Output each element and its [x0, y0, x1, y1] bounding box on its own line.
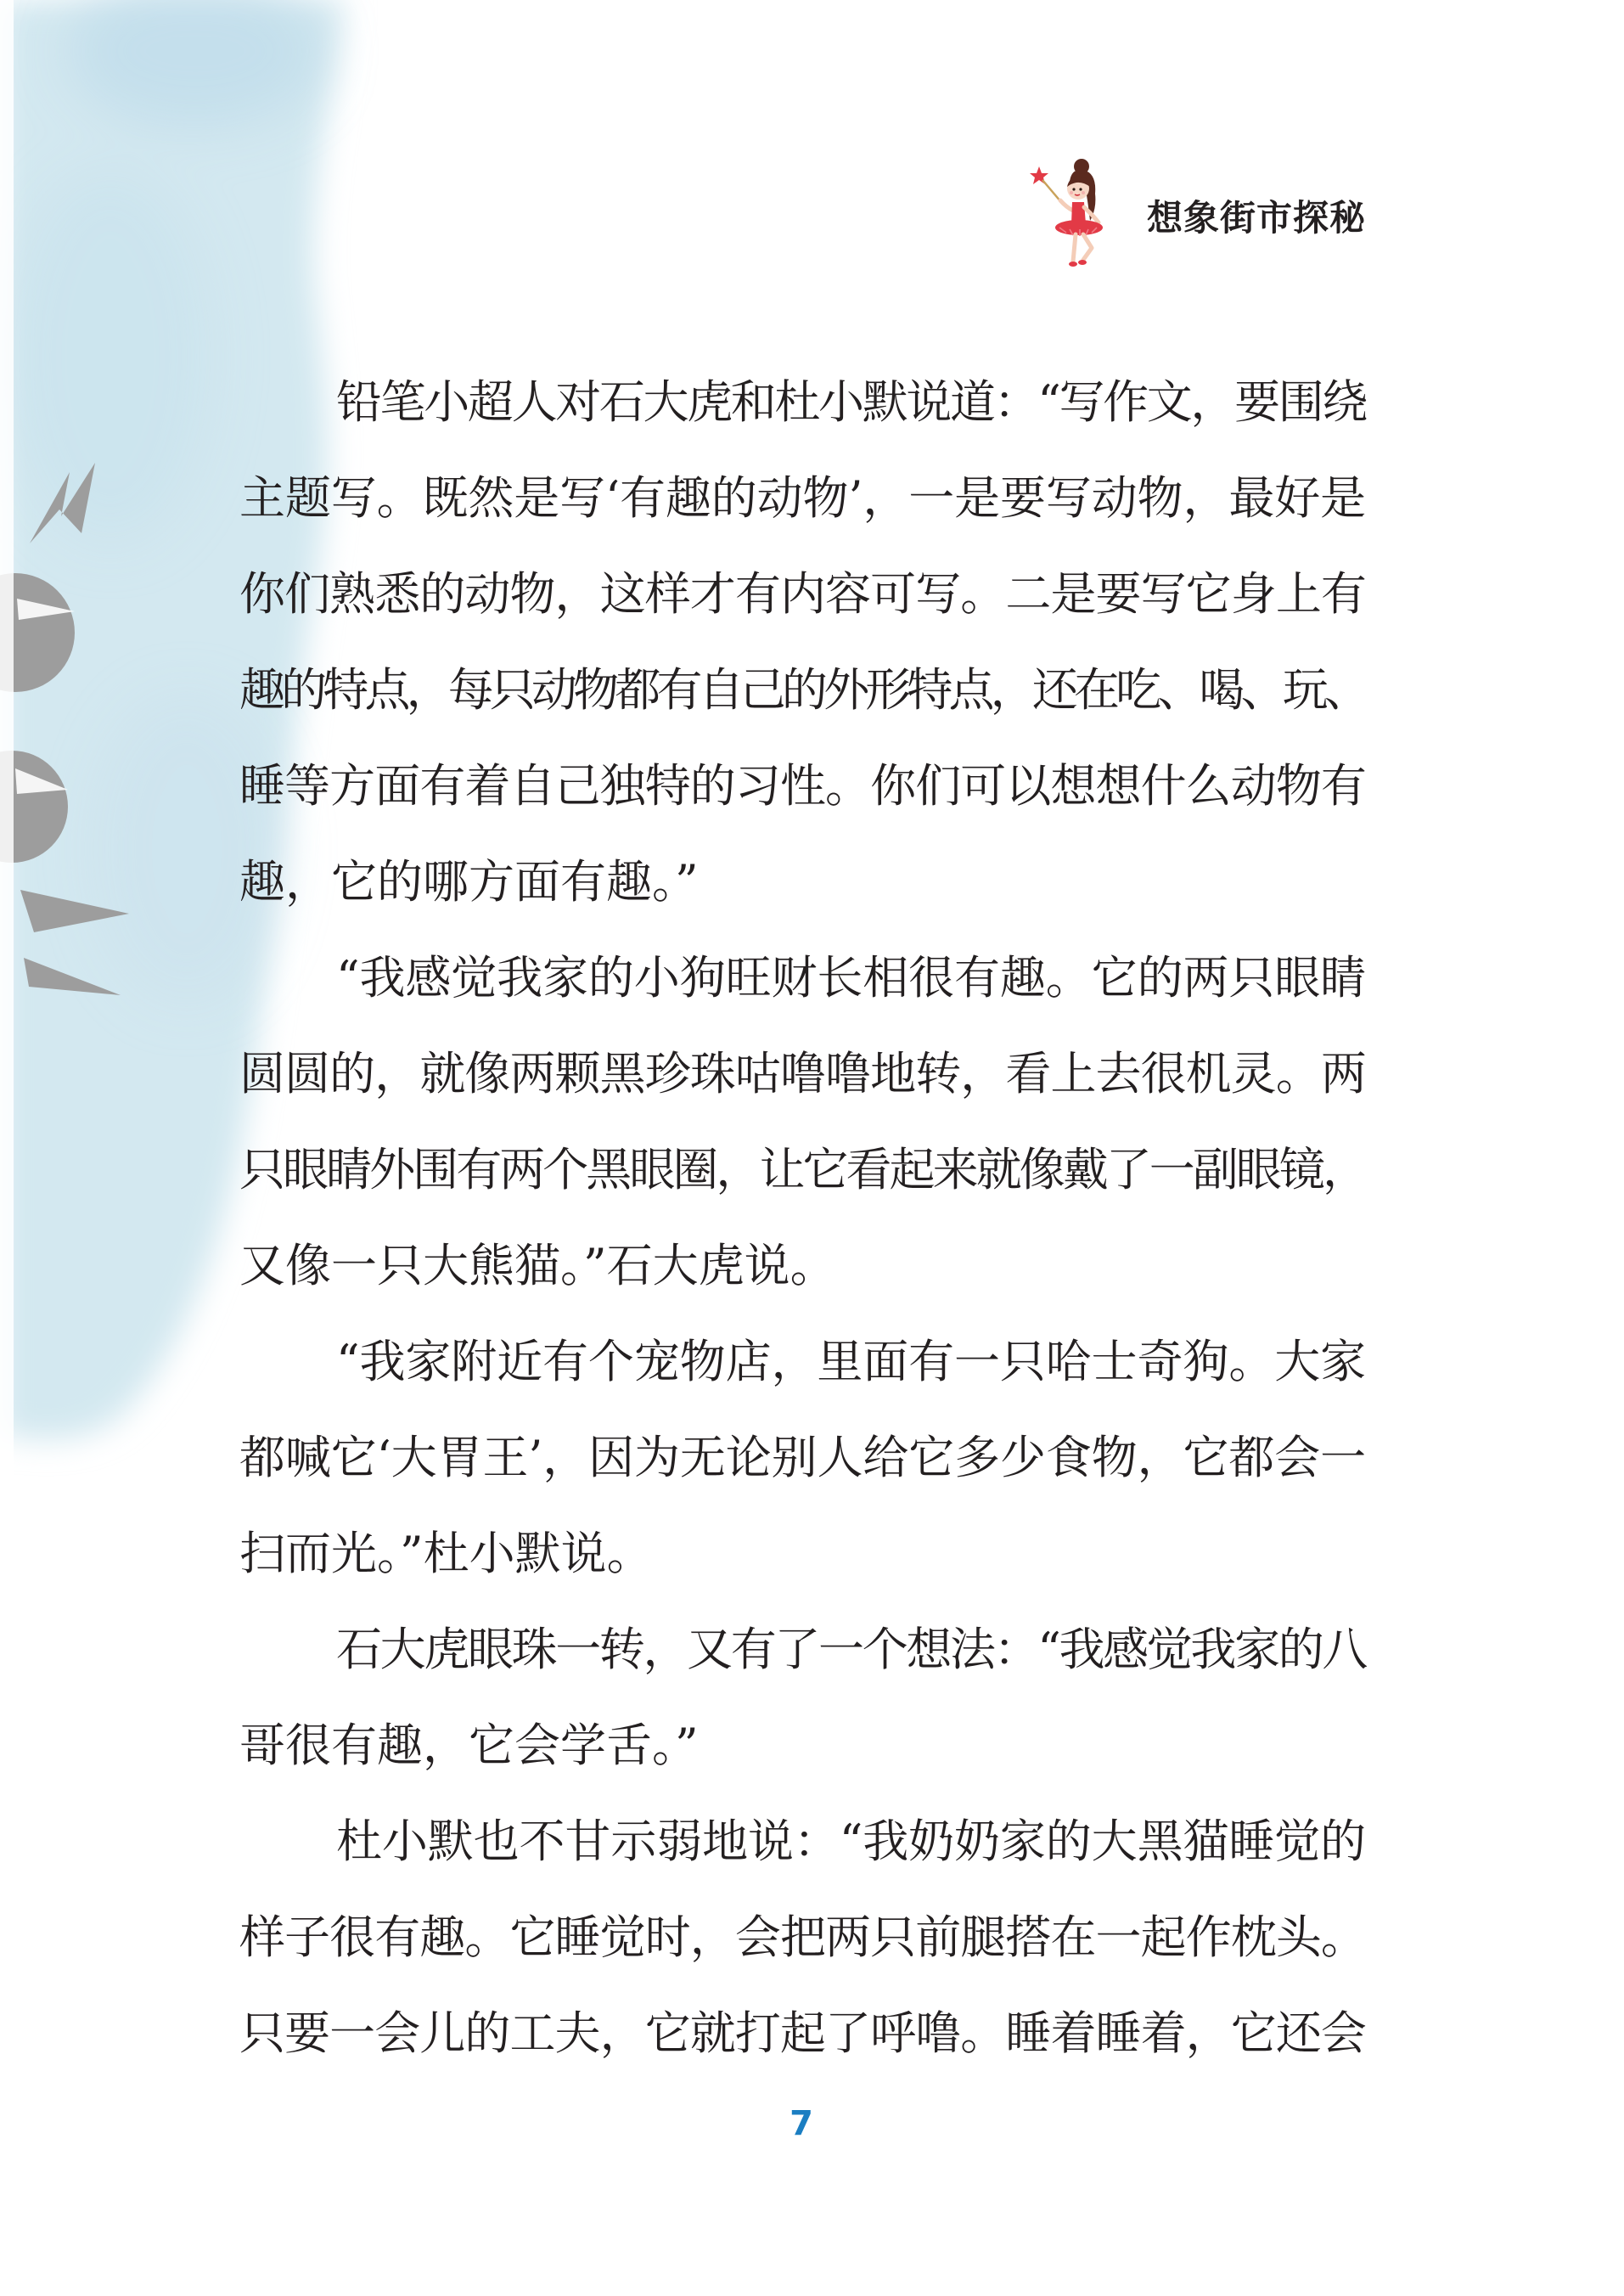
line-text: 只眼睛外围有两个黑眼圈，让它看起来就像戴了一副眼镜， — [239, 1143, 1366, 1196]
line-text: 主题写。既然是写‘有趣的动物’，一是要写动物，最好是 — [239, 471, 1366, 525]
text-line — [239, 450, 1366, 546]
paragraph — [239, 1601, 1366, 1793]
line-text: 都喊它‘大胃王’，因为无论别人给它多少食物，它都会一 — [239, 1431, 1367, 1484]
page-number: 7 — [790, 2104, 813, 2143]
text-line — [239, 1218, 1366, 1314]
line-text: 你们熟悉的动物，这样才有内容可写。二是要写它身上有 — [239, 567, 1366, 621]
line-text: 哥很有趣，它会学舌。” — [239, 1719, 699, 1772]
line-text: 杜小默也不甘示弱地说：“我奶奶家的大黑猫睡觉的 — [336, 1815, 1366, 1868]
line-text: “我感觉我家的小狗旺财长相很有趣。它的两只眼睛 — [336, 951, 1366, 1004]
text-line — [239, 738, 1366, 834]
line-text: “我家附近有个宠物店，里面有一只哈士奇狗。大家 — [336, 1335, 1366, 1388]
text-line — [239, 1122, 1366, 1218]
line-text: 睡等方面有着自己独特的习性。你们可以想想什么动物有 — [239, 759, 1366, 813]
paragraph — [239, 1314, 1366, 1601]
line-text: 样子很有趣。它睡觉时，会把两只前腿搭在一起作枕头。 — [239, 1911, 1366, 1964]
paragraph — [239, 930, 1366, 1314]
text-line — [239, 1410, 1366, 1505]
text-line — [239, 642, 1366, 738]
paragraph — [239, 1793, 1366, 2081]
text-line — [239, 1314, 1366, 1410]
text-line — [239, 1889, 1366, 1985]
line-text: 石大虎眼珠一转，又有了一个想法：“我感觉我家的八 — [336, 1623, 1366, 1676]
body-text — [239, 354, 1366, 2081]
text-line — [239, 930, 1366, 1026]
text-line — [239, 1026, 1366, 1122]
text-line — [239, 1601, 1366, 1697]
line-text: 趣，它的哪方面有趣。” — [239, 855, 699, 909]
text-line — [239, 546, 1366, 642]
line-text: 铅笔小超人对石大虎和杜小默说道：“写作文，要围绕 — [336, 375, 1366, 429]
text-line — [239, 1505, 1366, 1601]
text-line — [239, 354, 1366, 450]
text-line — [239, 1985, 1366, 2081]
header-title: 想象街市探秘 — [1146, 197, 1366, 239]
line-text: 圆圆的，就像两颗黑珍珠咕噜噜地转，看上去很机灵。两 — [239, 1047, 1366, 1100]
text-line — [239, 834, 1366, 930]
text-line — [239, 1697, 1366, 1793]
line-text: 又像一只大熊猫。”石大虎说。 — [239, 1239, 836, 1292]
text-line — [239, 1793, 1366, 1889]
paragraph — [239, 354, 1366, 930]
ballerina-girl-icon — [1029, 156, 1124, 272]
line-text: 只要一会儿的工夫，它就打起了呼噜。睡着睡着，它还会 — [239, 2006, 1366, 2060]
line-text: 扫而光。”杜小默说。 — [239, 1527, 653, 1580]
line-text: 趣的特点，每只动物都有自己的外形特点，还在吃、喝、玩、 — [239, 663, 1366, 717]
